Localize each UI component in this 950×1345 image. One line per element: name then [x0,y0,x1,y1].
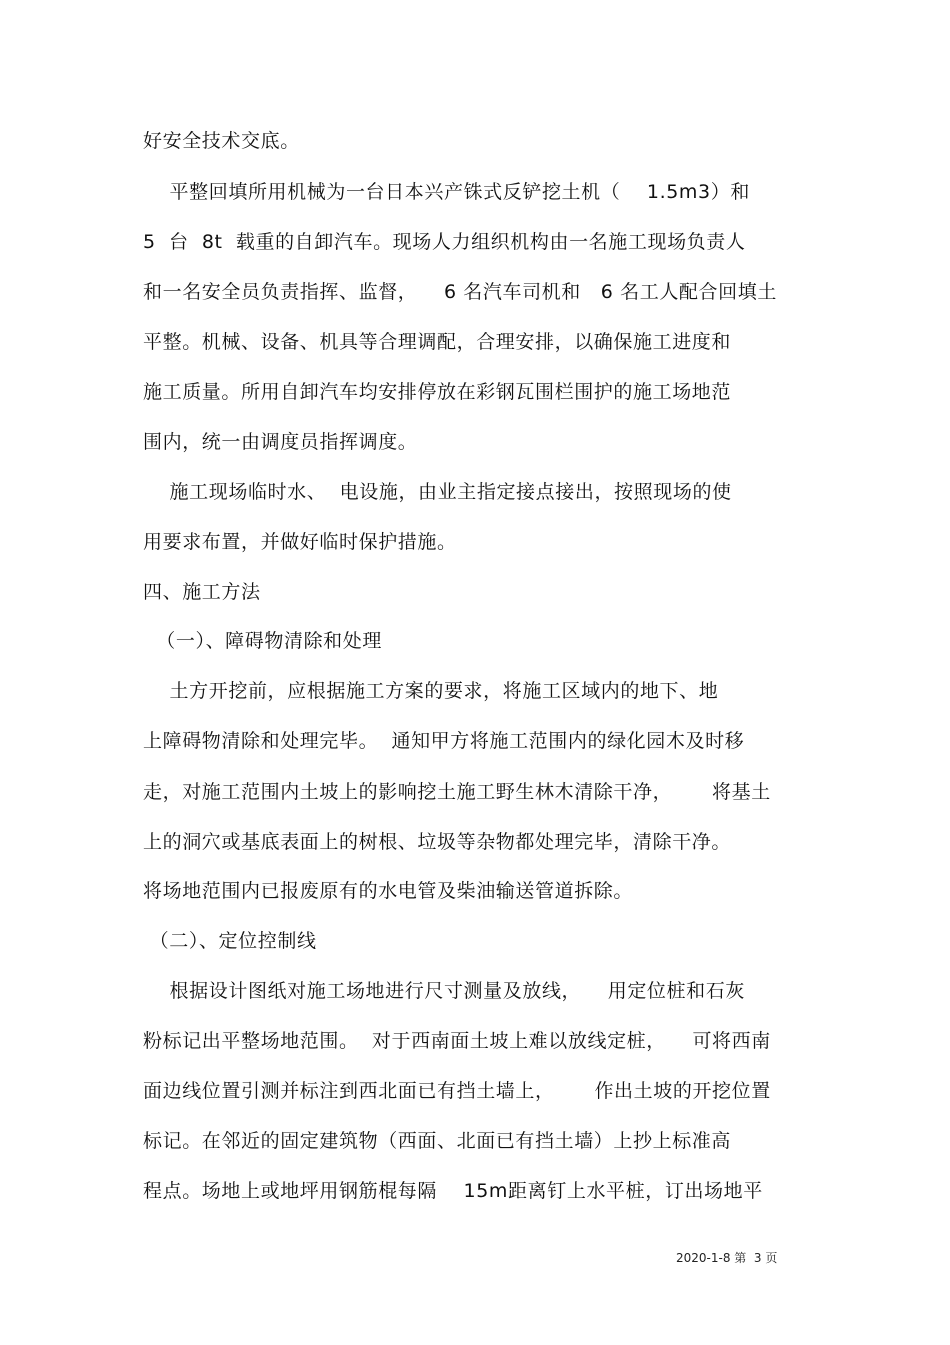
subsection-heading: （二）、定位控制线 [143,930,317,952]
text-line: 用要求布置，并做好临时保护措施。 [143,531,457,553]
text-line: 好安全技术交底。 [143,130,300,152]
text-line: 5 台 8t 载重的自卸汽车。现场人力组织机构由一名施工现场负责人 [143,231,746,253]
text-line: 走，对施工范围内土坡上的影响挖土施工野生林木清除干净， 将基土 [143,781,771,803]
text-line: 程点。场地上或地坪用钢筋棍每隔 15m距离钉上水平桩，订出场地平 [143,1180,763,1202]
text-line: 施工现场临时水、 电设施，由业主指定接点接出，按照现场的使 [143,481,732,503]
text-line: 施工质量。所用自卸汽车均安排停放在彩钢瓦围栏围护的施工场地范 [143,381,732,403]
text-line: 将场地范围内已报废原有的水电管及柴油输送管道拆除。 [143,880,634,902]
text-line: 土方开挖前，应根据施工方案的要求，将施工区域内的地下、地 [143,680,719,702]
section-heading: 四、施工方法 [143,581,261,603]
text-line: 面边线位置引测并标注到西北面已有挡土墙上， 作出土坡的开挖位置 [143,1080,771,1102]
text-line: 围内，统一由调度员指挥调度。 [143,431,418,453]
text-line: 上障碍物清除和处理完毕。 通知甲方将施工范围内的绿化园木及时移 [143,730,745,752]
page-footer: 2020-1-8 第 3 页 [676,1251,778,1265]
text-line: 粉标记出平整场地范围。 对于西南面土坡上难以放线定桩， 可将西南 [143,1030,771,1052]
text-line: 标记。在邻近的固定建筑物（西面、北面已有挡土墙）上抄上标准高 [143,1130,732,1152]
subsection-heading: （一）、障碍物清除和处理 [143,630,382,652]
text-line: 上的洞穴或基底表面上的树根、垃圾等杂物都处理完毕，清除干净。 [143,831,732,853]
text-line: 根据设计图纸对施工场地进行尺寸测量及放线， 用定位桩和石灰 [143,980,745,1002]
text-line: 平整。机械、设备、机具等合理调配，合理安排，以确保施工进度和 [143,331,732,353]
text-line: 平整回填所用机械为一台日本兴产铢式反铲挖土机（ 1.5m3）和 [143,181,750,203]
text-line: 和一名安全员负责指挥、监督， 6 名汽车司机和 6 名工人配合回填土 [143,281,777,303]
